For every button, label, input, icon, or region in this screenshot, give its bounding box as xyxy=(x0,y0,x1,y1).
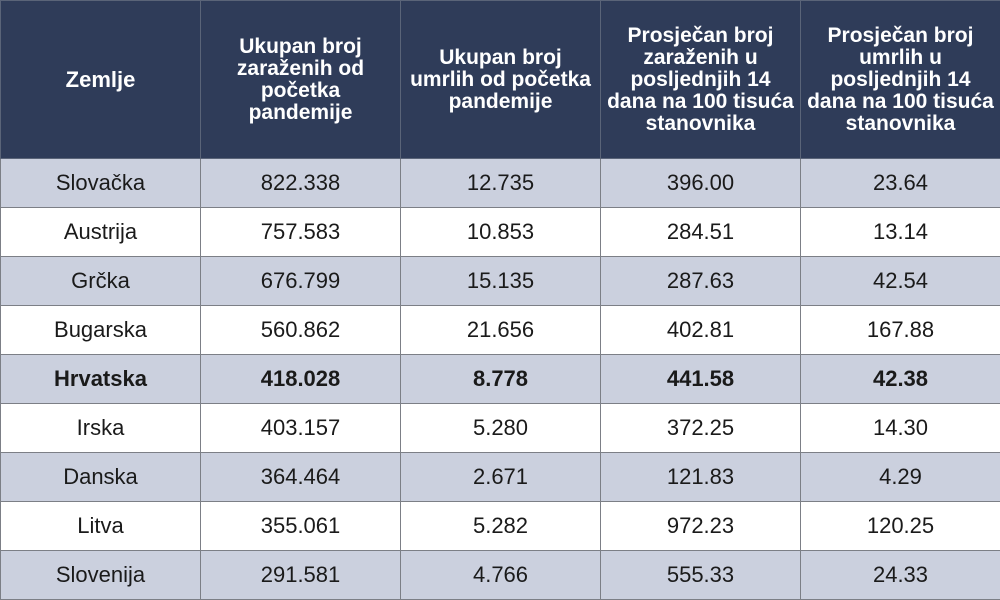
cell-total-deaths: 4.766 xyxy=(401,551,601,600)
cell-total-deaths: 8.778 xyxy=(401,355,601,404)
cell-total-cases: 560.862 xyxy=(201,306,401,355)
cell-country: Danska xyxy=(1,453,201,502)
cell-total-deaths: 5.282 xyxy=(401,502,601,551)
table-row xyxy=(1,257,1000,306)
cell-country: Hrvatska xyxy=(1,355,201,404)
cell-avg-deaths-14d: 23.64 xyxy=(801,159,1000,208)
cell-avg-deaths-14d: 120.25 xyxy=(801,502,1000,551)
table-header xyxy=(1,1,1000,159)
cell-avg-deaths-14d: 4.29 xyxy=(801,453,1000,502)
table-row xyxy=(1,208,1000,257)
cell-total-cases: 291.581 xyxy=(201,551,401,600)
cell-total-deaths: 21.656 xyxy=(401,306,601,355)
cell-total-cases: 757.583 xyxy=(201,208,401,257)
cell-avg-cases-14d: 972.23 xyxy=(601,502,801,551)
cell-total-deaths: 12.735 xyxy=(401,159,601,208)
table-row xyxy=(1,159,1000,208)
cell-avg-cases-14d: 441.58 xyxy=(601,355,801,404)
cell-country: Austrija xyxy=(1,208,201,257)
table-row xyxy=(1,355,1000,404)
table-row xyxy=(1,404,1000,453)
cell-total-cases: 418.028 xyxy=(201,355,401,404)
cell-avg-deaths-14d: 24.33 xyxy=(801,551,1000,600)
table-row xyxy=(1,306,1000,355)
cell-avg-deaths-14d: 42.38 xyxy=(801,355,1000,404)
cell-total-deaths: 15.135 xyxy=(401,257,601,306)
cell-avg-deaths-14d: 13.14 xyxy=(801,208,1000,257)
cell-country: Irska xyxy=(1,404,201,453)
cell-total-cases: 364.464 xyxy=(201,453,401,502)
cell-total-cases: 822.338 xyxy=(201,159,401,208)
cell-avg-deaths-14d: 14.30 xyxy=(801,404,1000,453)
cell-country: Slovačka xyxy=(1,159,201,208)
cell-avg-cases-14d: 555.33 xyxy=(601,551,801,600)
table-row xyxy=(1,453,1000,502)
header-total-deaths: Ukupan broj umrlih od početka pandemije xyxy=(401,1,601,159)
cell-total-cases: 676.799 xyxy=(201,257,401,306)
cell-avg-cases-14d: 284.51 xyxy=(601,208,801,257)
header-row xyxy=(1,1,1000,159)
cell-total-cases: 403.157 xyxy=(201,404,401,453)
header-avg-deaths-14d: Prosječan broj umrlih u posljednjih 14 dana na 100 tisuća stanovnika xyxy=(801,1,1000,159)
cell-avg-cases-14d: 287.63 xyxy=(601,257,801,306)
table-row xyxy=(1,502,1000,551)
header-country: Zemlje xyxy=(1,1,201,159)
cell-country: Litva xyxy=(1,502,201,551)
table-row xyxy=(1,551,1000,600)
cell-total-cases: 355.061 xyxy=(201,502,401,551)
cell-avg-cases-14d: 396.00 xyxy=(601,159,801,208)
cell-country: Grčka xyxy=(1,257,201,306)
cell-avg-cases-14d: 402.81 xyxy=(601,306,801,355)
cell-country: Bugarska xyxy=(1,306,201,355)
cell-avg-deaths-14d: 42.54 xyxy=(801,257,1000,306)
cell-total-deaths: 5.280 xyxy=(401,404,601,453)
cell-avg-deaths-14d: 167.88 xyxy=(801,306,1000,355)
table-body xyxy=(1,159,1000,600)
cell-total-deaths: 10.853 xyxy=(401,208,601,257)
cell-total-deaths: 2.671 xyxy=(401,453,601,502)
header-avg-cases-14d: Prosječan broj zaraženih u posljednjih 14 dana na 100 tisuća stanovnika xyxy=(601,1,801,159)
header-total-cases: Ukupan broj zaraženih od početka pandemije xyxy=(201,1,401,159)
cell-country: Slovenija xyxy=(1,551,201,600)
cell-avg-cases-14d: 372.25 xyxy=(601,404,801,453)
cell-avg-cases-14d: 121.83 xyxy=(601,453,801,502)
